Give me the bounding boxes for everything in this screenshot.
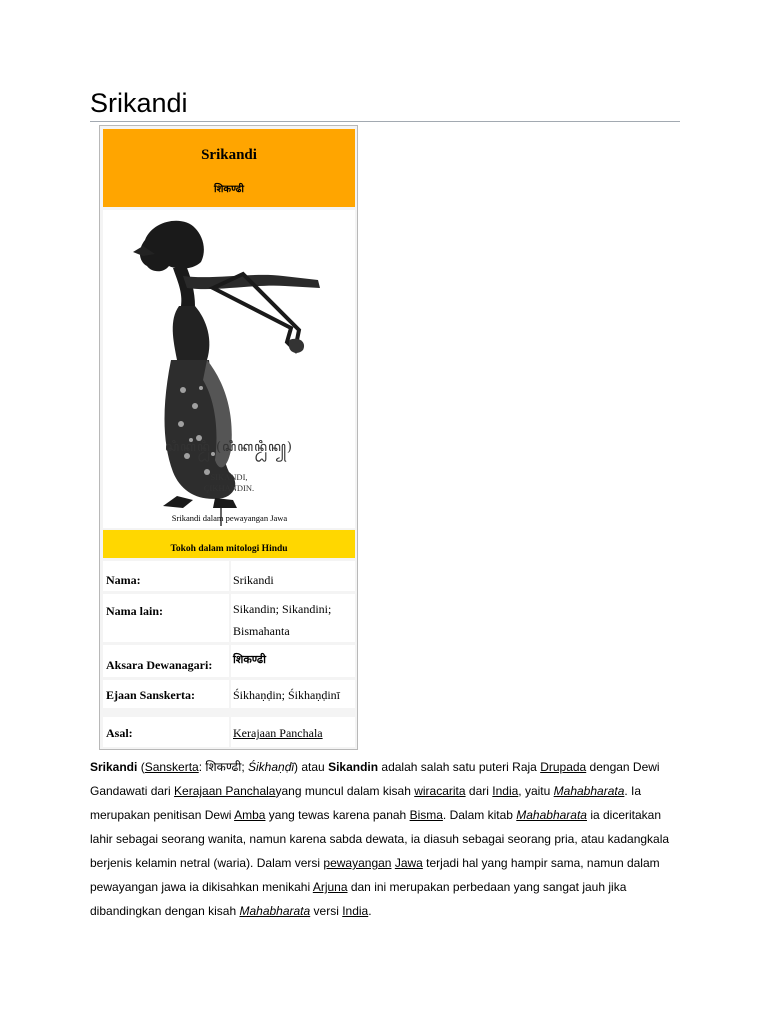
title-divider — [90, 121, 680, 122]
link-india[interactable]: India — [492, 784, 519, 798]
link-amba[interactable]: Amba — [234, 808, 266, 822]
text: dan ini merupakan perbedaan yang sangat jauh jika dibandingkan dengan kisah — [90, 880, 627, 918]
infobox-value: Srikandi — [231, 561, 355, 591]
link-drupada[interactable]: Drupada — [540, 760, 587, 774]
article-paragraph — [90, 755, 680, 923]
infobox-row-aksara-dewanagari — [103, 645, 355, 677]
text: adalah salah satu puteri Raja — [378, 760, 541, 774]
infobox-image[interactable] — [103, 210, 355, 528]
link-pewayangan[interactable]: pewayangan — [323, 856, 392, 870]
image-latin-label-2: ÇIKHANDIN. — [203, 483, 255, 493]
text: terjadi hal yang hampir sama, namun dalam pewayangan jawa ia dikisahkan menikahi — [90, 856, 660, 894]
link-mahabharata[interactable] — [516, 808, 587, 822]
link-mahabharata[interactable] — [239, 904, 310, 918]
link-mahabharata-label: Mahabharata — [553, 784, 625, 798]
puppet-hand — [289, 339, 304, 353]
infobox-header — [103, 129, 355, 207]
text: . — [368, 904, 372, 918]
infobox-value-line: Sikandin; Sikandini; — [233, 602, 332, 616]
infobox-value — [231, 594, 355, 642]
infobox-native-name: शिकण्ढी — [214, 184, 244, 195]
javanese-script-text: ꦱꦶꦏꦤ꧀ꦝꦶ (ꦱꦶꦏꦤ꧀ꦝꦶꦤ꧀) — [165, 440, 293, 455]
link-mahabharata-label: Mahabharata — [239, 904, 311, 918]
infobox-row-asal — [103, 717, 355, 747]
italic-term: Śikhaṇḍī — [248, 760, 295, 774]
puppet-headdress — [140, 221, 204, 271]
infobox-label: Aksara Dewanagari: — [103, 645, 229, 677]
infobox-row-ejaan-sanskerta — [103, 680, 355, 708]
link-bisma[interactable]: Bisma — [409, 808, 443, 822]
text: yang muncul dalam kisah — [275, 784, 415, 798]
infobox-section-header: Tokoh dalam mitologi Hindu — [103, 530, 355, 558]
link-india[interactable]: India — [342, 904, 369, 918]
bold-term: Sikandin — [328, 760, 379, 774]
text: . Ia merupakan penitisan Dewi — [90, 784, 642, 822]
text: ) atau — [294, 760, 329, 774]
infobox-label: Asal: — [103, 717, 229, 747]
link-mahabharata-label: Mahabharata — [516, 808, 587, 822]
article-subject: Srikandi — [90, 760, 138, 774]
page-title: Srikandi — [90, 88, 188, 118]
text: versi — [310, 904, 343, 918]
infobox-row-nama — [103, 561, 355, 591]
infobox-value: शिकण्ढी — [231, 645, 355, 677]
infobox-label: Nama lain: — [103, 594, 229, 642]
link-wiracarita[interactable]: wiracarita — [414, 784, 466, 798]
puppet-foot-right — [213, 498, 237, 508]
text: dari — [465, 784, 493, 798]
puppet-foot-left — [163, 496, 193, 508]
infobox-name: Srikandi — [201, 147, 257, 163]
infobox-label: Nama: — [103, 561, 229, 591]
infobox-value: Śikhaṇḍin; Śikhaṇḍinī — [231, 680, 355, 708]
infobox-label: Ejaan Sanskerta: — [103, 680, 229, 708]
text: ( — [137, 760, 145, 774]
text: : शिकण्ढी; — [198, 760, 248, 774]
text: ia diceritakan lahir sebagai seorang wanita, namun karena sabda dewata, ia diasuh sebagai seorang pria, atau kadangkala berjenis kelamin netral (waria). Dalam versi — [90, 808, 670, 870]
infobox-value-link[interactable]: Kerajaan Panchala — [231, 717, 355, 747]
link-jawa[interactable]: Jawa — [394, 856, 423, 870]
infobox — [99, 125, 358, 750]
link-kerajaan-panchala[interactable]: Kerajaan Panchala — [174, 784, 276, 798]
link-arjuna[interactable]: Arjuna — [312, 880, 348, 894]
text: . Dalam kitab — [442, 808, 517, 822]
infobox-row-nama-lain — [103, 594, 355, 642]
infobox-value-line: Bismahanta — [233, 624, 290, 638]
link-sanskerta[interactable]: Sanskerta — [144, 760, 199, 774]
link-mahabharata[interactable] — [554, 784, 625, 798]
infobox-image-caption: Srikandi dalam pewayangan Jawa — [171, 513, 288, 523]
image-latin-label-1: SIKANDI, — [210, 472, 248, 482]
text: , yaitu — [518, 784, 554, 798]
text: yang tewas karena panah — [265, 808, 410, 822]
text: dengan Dewi Gandawati dari — [90, 760, 660, 798]
